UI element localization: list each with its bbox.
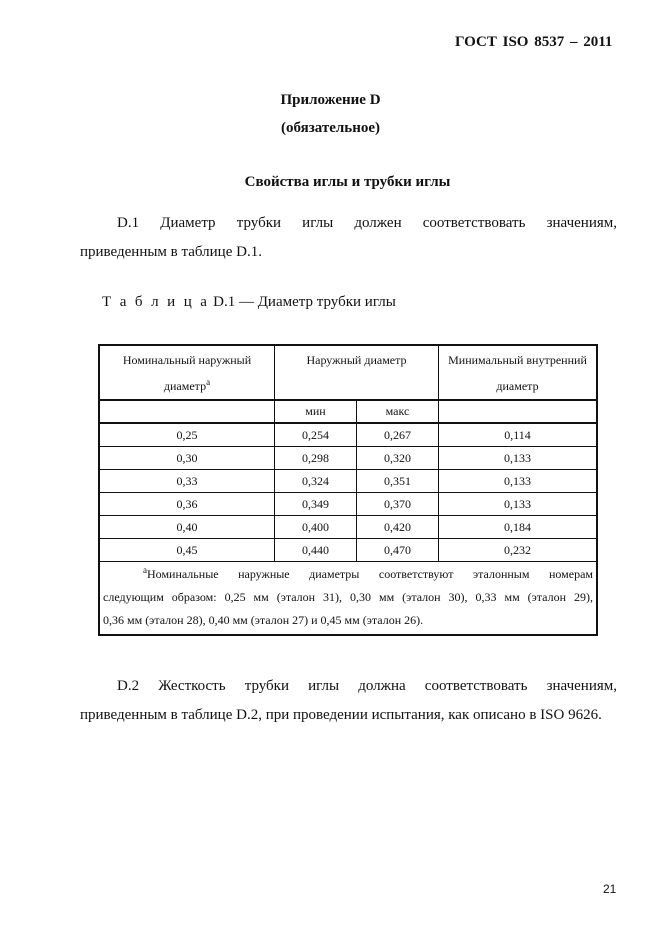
footnote-line2: следующим образом: 0,25 мм (эталон 31), 0,30 мм (эталон 30), 0,33 мм (эталон 29), <box>103 590 593 604</box>
table-caption <box>102 294 396 311</box>
cell-min: 0,324 <box>275 470 357 493</box>
table-row <box>99 447 597 470</box>
footnote-line1 <box>103 563 593 586</box>
cell-inner: 0,133 <box>439 470 598 493</box>
cell-inner: 0,114 <box>439 423 598 447</box>
cell-min: 0,349 <box>275 493 357 516</box>
header-inner-diameter: Минимальный внутренний диаметр <box>439 345 598 400</box>
cell-nominal: 0,33 <box>99 470 275 493</box>
table-subheader-row <box>99 400 597 423</box>
cell-max: 0,320 <box>357 447 439 470</box>
table-footnote <box>99 562 597 636</box>
cell-inner: 0,133 <box>439 447 598 470</box>
footnote-line3: 0,36 мм (эталон 28), 0,40 мм (эталон 27) и 0,45 мм (эталон 26). <box>103 613 424 627</box>
annex-subtitle: (обязательное) <box>280 120 381 136</box>
cell-min: 0,400 <box>275 516 357 539</box>
table-row <box>99 423 597 447</box>
cell-nominal: 0,40 <box>99 516 275 539</box>
cell-nominal: 0,45 <box>99 539 275 562</box>
subheader-max: макс <box>357 400 439 423</box>
needle-diameter-table <box>98 344 598 636</box>
cell-min: 0,254 <box>275 423 357 447</box>
section-title: Свойства иглы и трубки иглы <box>244 174 451 190</box>
page-number: 21 <box>603 882 617 896</box>
table-header-row <box>99 345 597 400</box>
paragraph-d2-line2: приведенным в таблице D.2, при проведении испытания, как описано в ISO 9626. <box>80 707 602 723</box>
subheader-min: мин <box>275 400 357 423</box>
cell-min: 0,298 <box>275 447 357 470</box>
table-row <box>99 516 597 539</box>
paragraph-d2 <box>80 672 617 730</box>
cell-inner: 0,232 <box>439 539 598 562</box>
paragraph-d2-line1: D.2 Жесткость трубки иглы должна соответствовать значениям, <box>117 678 617 694</box>
cell-max: 0,267 <box>357 423 439 447</box>
table-row <box>99 493 597 516</box>
cell-nominal: 0,30 <box>99 447 275 470</box>
table-caption-text: — Диаметр трубки иглы <box>235 294 396 310</box>
paragraph-d1-line1: D.1 Диаметр трубки иглы должен соответствовать значениям, <box>117 215 617 231</box>
document-header: ГОСТ ISO 8537 – 2011 <box>455 34 613 50</box>
subheader-empty-2 <box>439 400 598 423</box>
table-row <box>99 470 597 493</box>
cell-max: 0,351 <box>357 470 439 493</box>
table-caption-label: Т а б л и ц а <box>102 294 210 310</box>
cell-min: 0,440 <box>275 539 357 562</box>
header-outer-diameter: Наружный диаметр <box>275 345 439 400</box>
cell-max: 0,420 <box>357 516 439 539</box>
cell-max: 0,470 <box>357 539 439 562</box>
cell-inner: 0,133 <box>439 493 598 516</box>
table-footnote-row <box>99 562 597 636</box>
cell-max: 0,370 <box>357 493 439 516</box>
footnote-line1-text: Номинальные наружные диаметры соответствуют эталонным номерам <box>147 567 593 581</box>
paragraph-d1-line2: приведенным в таблице D.1. <box>80 244 262 260</box>
cell-inner: 0,184 <box>439 516 598 539</box>
annex-title: Приложение D <box>280 92 381 108</box>
table-caption-number: D.1 <box>209 294 236 310</box>
paragraph-d1 <box>80 209 617 267</box>
header-nominal-diameter <box>99 345 275 400</box>
header-nominal-label: Номинальный наружный диаметр <box>122 353 252 393</box>
table-row <box>99 539 597 562</box>
subheader-empty-1 <box>99 400 275 423</box>
footnote-marker: a <box>143 565 147 575</box>
cell-nominal: 0,25 <box>99 423 275 447</box>
header-nominal-footnote-marker: a <box>206 377 211 387</box>
cell-nominal: 0,36 <box>99 493 275 516</box>
